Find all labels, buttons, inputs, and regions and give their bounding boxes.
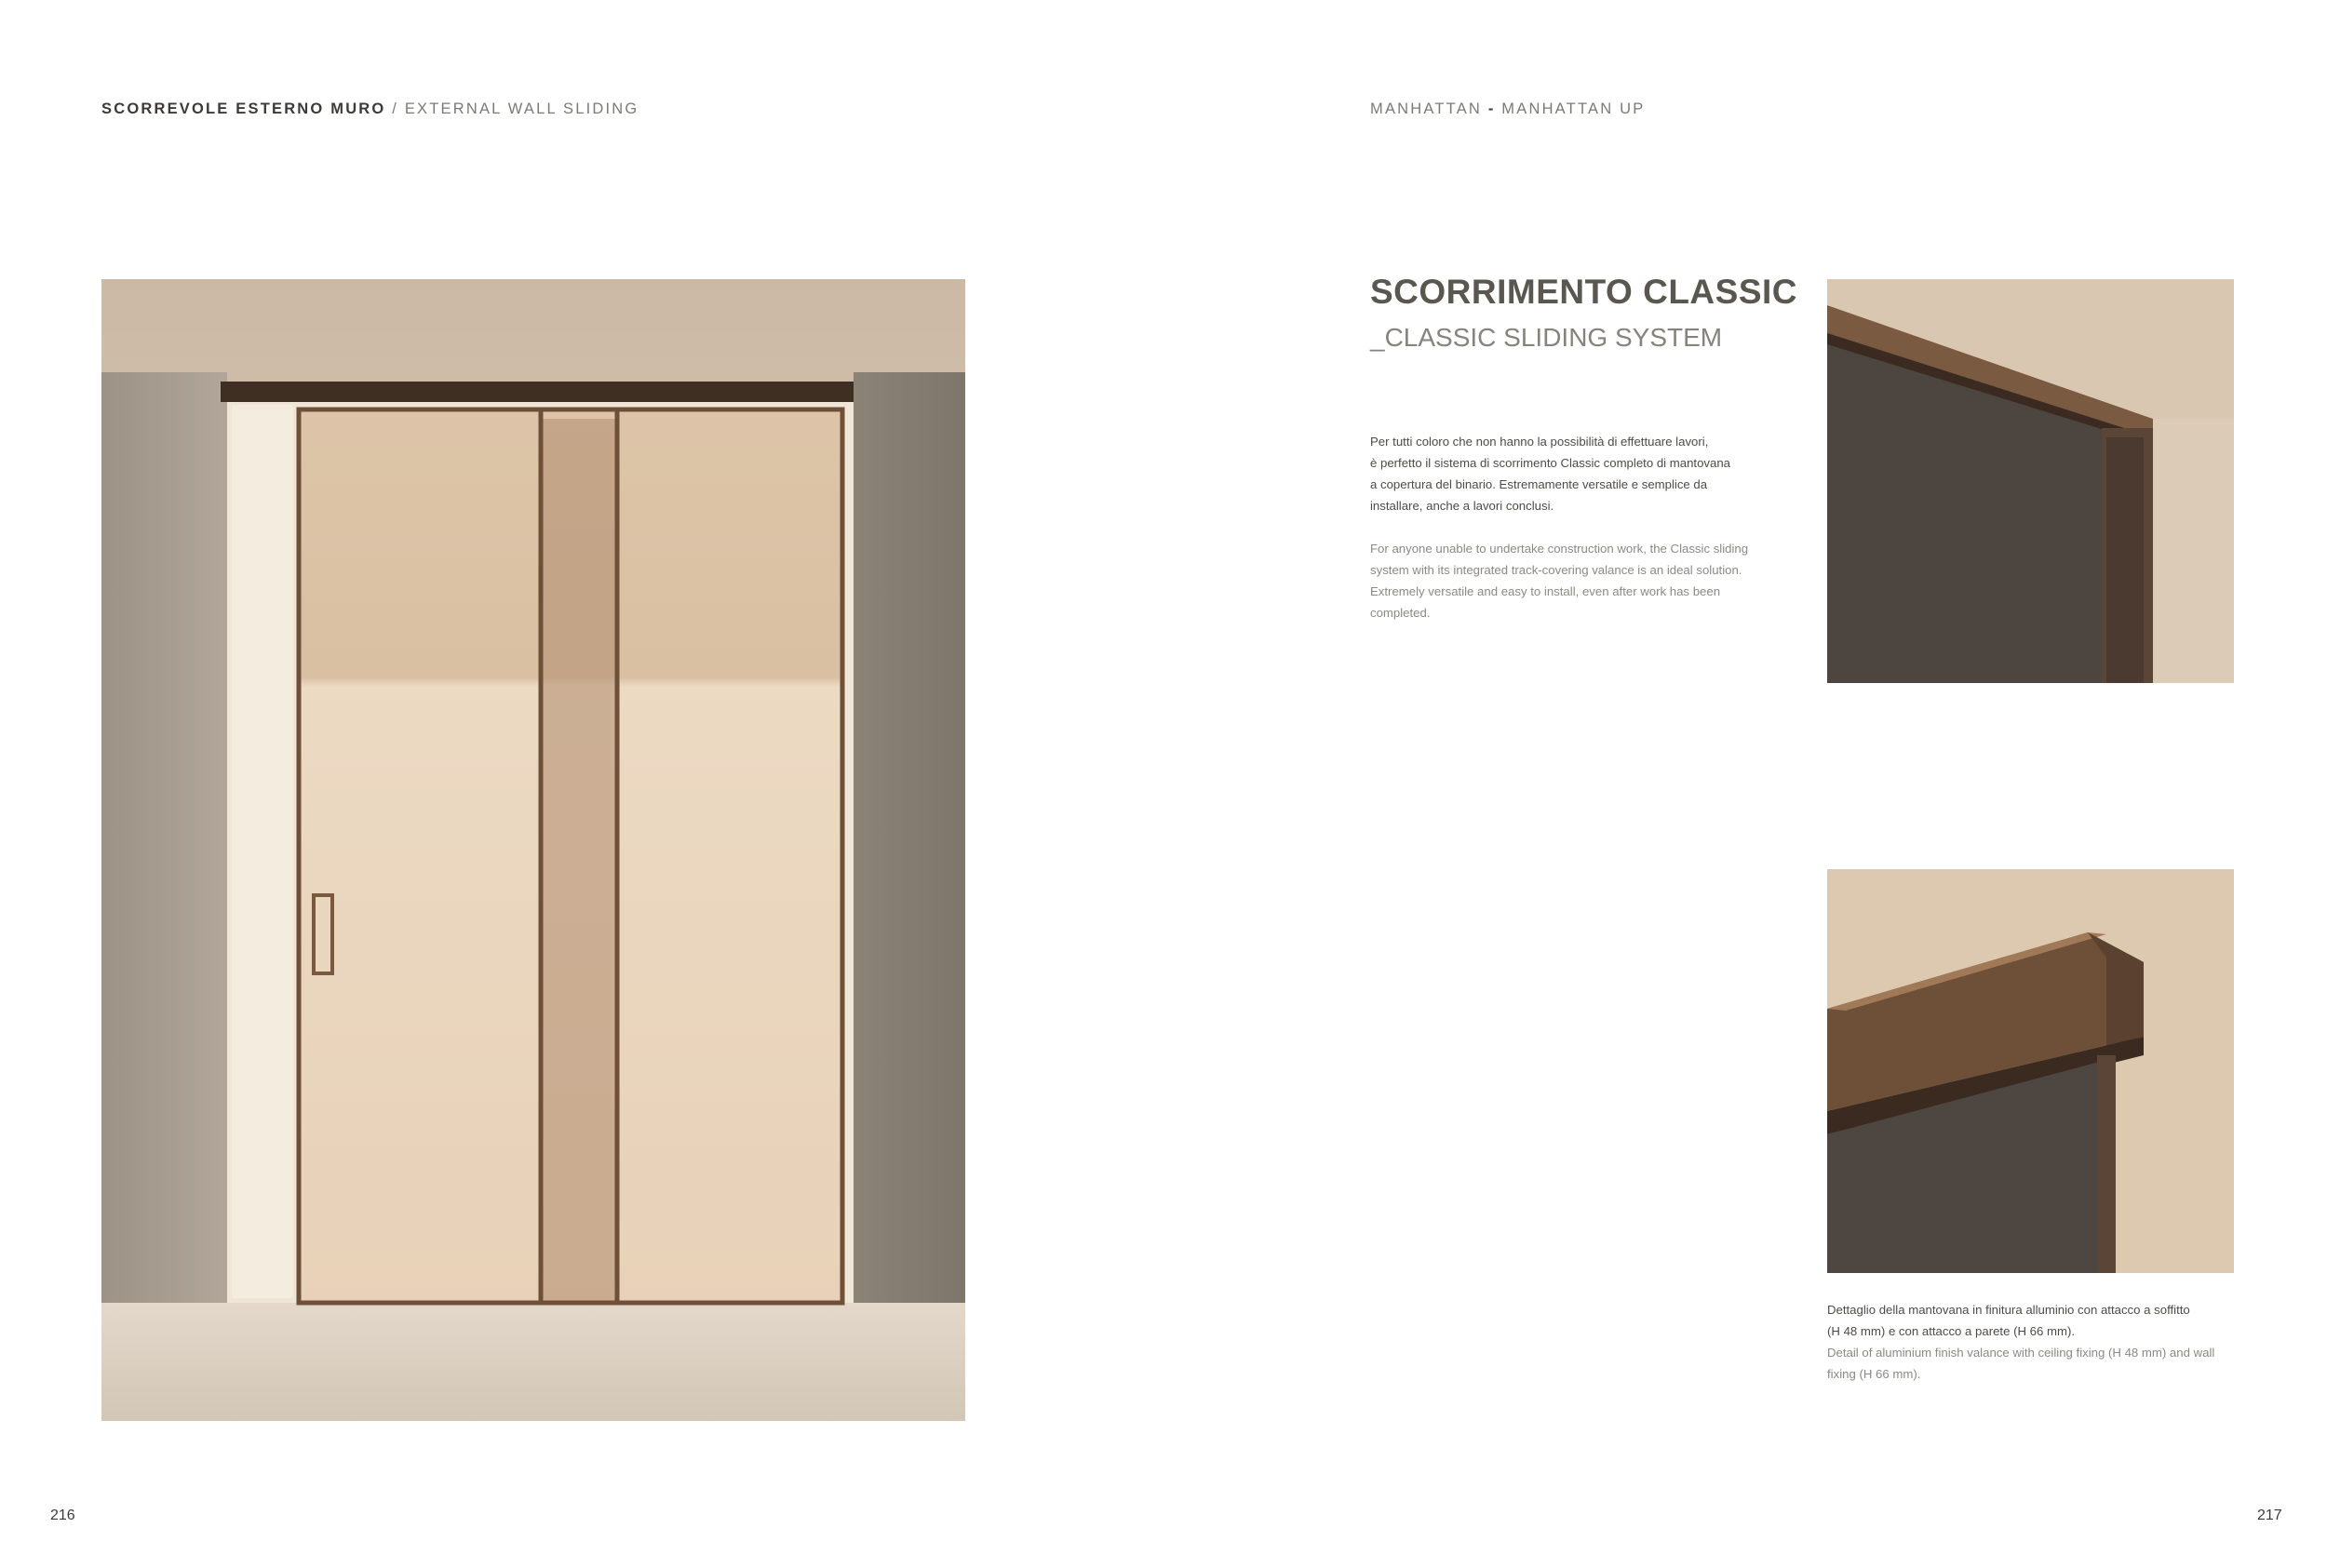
page-title: SCORRIMENTO CLASSIC — [1370, 273, 1798, 311]
main-door-photo — [101, 279, 965, 1421]
description-line: system with its integrated track-covering valance is an ideal solution. — [1370, 563, 1742, 577]
section-title-it: SCORREVOLE ESTERNO MURO — [101, 101, 386, 117]
valance-ceiling-detail-photo — [1827, 279, 2234, 683]
section-running-head — [101, 101, 639, 118]
ceiling-valance-illustration — [1827, 279, 2234, 683]
valance-wall-detail-photo — [1827, 869, 2234, 1273]
description-italian — [1370, 431, 1780, 516]
page-number-right: 217 — [2257, 1508, 2282, 1523]
caption-line: Dettaglio della mantovana in finitura alluminio con attacco a soffitto — [1827, 1303, 2190, 1317]
product-running-head — [1370, 101, 1645, 118]
product-name-up: MANHATTAN UP — [1495, 101, 1646, 117]
description-line: è perfetto il sistema di scorrimento Classic completo di mantovana — [1370, 456, 1730, 470]
caption-line: fixing (H 66 mm). — [1827, 1367, 1921, 1381]
caption-line: Detail of aluminium finish valance with ceiling fixing (H 48 mm) and wall — [1827, 1346, 2215, 1360]
product-name: MANHATTAN — [1370, 101, 1488, 117]
description-line: Extremely versatile and easy to install, even after work has been — [1370, 584, 1721, 598]
description-line: Per tutti coloro che non hanno la possibilità di effettuare lavori, — [1370, 435, 1709, 449]
sliding-door-illustration — [101, 279, 965, 1421]
description-line: a copertura del binario. Estremamente versatile e semplice da — [1370, 477, 1708, 491]
description-english — [1370, 538, 1780, 623]
detail-caption-italian — [1827, 1299, 2246, 1342]
page-subtitle: _CLASSIC SLIDING SYSTEM — [1370, 323, 1723, 352]
product-separator: - — [1487, 101, 1496, 117]
caption-line: (H 48 mm) e con attacco a parete (H 66 mm). — [1827, 1324, 2076, 1338]
description-line: installare, anche a lavori conclusi. — [1370, 499, 1554, 513]
description-line: completed. — [1370, 606, 1431, 620]
page-number-left: 216 — [50, 1508, 75, 1523]
section-title-en: / EXTERNAL WALL SLIDING — [385, 101, 639, 117]
wall-valance-illustration — [1827, 869, 2234, 1273]
detail-caption-english — [1827, 1342, 2246, 1385]
description-line: For anyone unable to undertake construction work, the Classic sliding — [1370, 542, 1749, 556]
